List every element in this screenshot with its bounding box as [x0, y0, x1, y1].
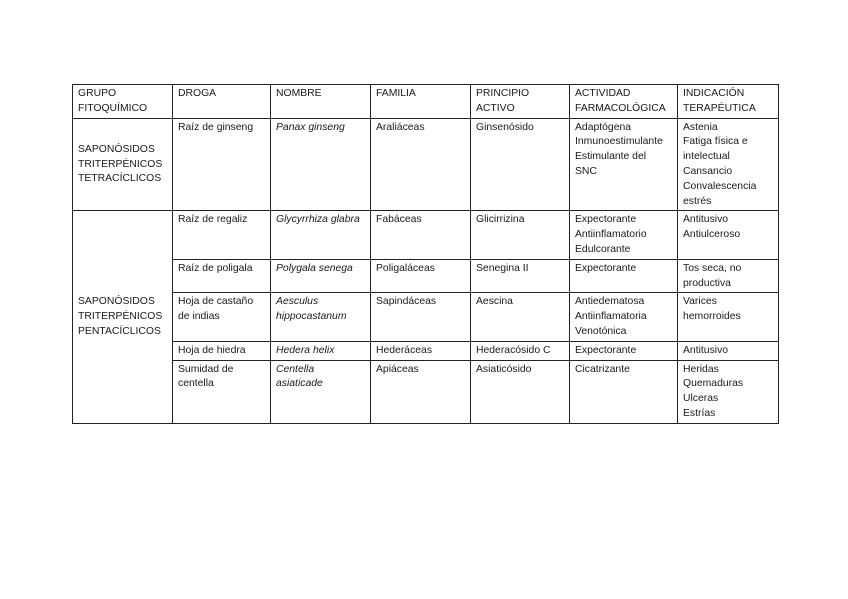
nombre-cell: Polygala senega: [271, 259, 371, 293]
familia-cell: Sapindáceas: [371, 293, 471, 341]
familia-cell: Araliáceas: [371, 118, 471, 211]
table-row: [73, 211, 779, 259]
header-droga: DROGA: [173, 85, 271, 119]
principio-activo-cell: Senegina II: [471, 259, 570, 293]
principio-activo-cell: Asiaticósido: [471, 360, 570, 423]
header-row: [73, 85, 779, 119]
header-grupo-fitoquimico: GRUPO FITOQUÍMICO: [73, 85, 173, 119]
table-row: [73, 118, 779, 211]
nombre-cell: Glycyrrhiza glabra: [271, 211, 371, 259]
familia-cell: Hederáceas: [371, 341, 471, 360]
familia-cell: Fabáceas: [371, 211, 471, 259]
actividad-cell: Antiedematosa Antiinflamatoria Venotónica: [570, 293, 678, 341]
droga-cell: Raíz de ginseng: [173, 118, 271, 211]
table-row: [73, 259, 779, 293]
group-cell-tetraciclicos: SAPONÓSIDOS TRITERPÉNICOS TETRACÍCLICOS: [73, 118, 173, 211]
principio-activo-cell: Hederacósido C: [471, 341, 570, 360]
group-cell-pentaciclicos: SAPONÓSIDOS TRITERPÉNICOS PENTACÍCLICOS: [73, 211, 173, 423]
header-actividad-farmacologica: ACTIVIDAD FARMACOLÓGICA: [570, 85, 678, 119]
principio-activo-cell: Aescina: [471, 293, 570, 341]
indicacion-cell: Antitusivo Antiulceroso: [678, 211, 779, 259]
nombre-cell: Centella asiaticade: [271, 360, 371, 423]
actividad-cell: Expectorante: [570, 341, 678, 360]
droga-cell: Sumidad de centella: [173, 360, 271, 423]
table-row: [73, 360, 779, 423]
header-nombre: NOMBRE: [271, 85, 371, 119]
principio-activo-cell: Glicirrizina: [471, 211, 570, 259]
indicacion-cell: Varices hemorroides: [678, 293, 779, 341]
familia-cell: Apiáceas: [371, 360, 471, 423]
droga-cell: Hoja de hiedra: [173, 341, 271, 360]
table-row: [73, 293, 779, 341]
droga-cell: Raíz de poligala: [173, 259, 271, 293]
indicacion-cell: Tos seca, no productiva: [678, 259, 779, 293]
indicacion-cell: Astenia Fatiga física e intelectual Cansancio Convalescencia estrés: [678, 118, 779, 211]
header-principio-activo: PRINCIPIO ACTIVO: [471, 85, 570, 119]
actividad-cell: Cicatrizante: [570, 360, 678, 423]
droga-cell: Raíz de regaliz: [173, 211, 271, 259]
phytochemical-table: [72, 84, 779, 424]
nombre-cell: Panax ginseng: [271, 118, 371, 211]
header-indicacion-terapeutica: INDICACIÓN TERAPÉUTICA: [678, 85, 779, 119]
actividad-cell: Expectorante: [570, 259, 678, 293]
principio-activo-cell: Ginsenósido: [471, 118, 570, 211]
indicacion-cell: Antitusivo: [678, 341, 779, 360]
header-familia: FAMILIA: [371, 85, 471, 119]
indicacion-cell: Heridas Quemaduras Ulceras Estrías: [678, 360, 779, 423]
nombre-cell: Aesculus hippocastanum: [271, 293, 371, 341]
nombre-cell: Hedera helix: [271, 341, 371, 360]
droga-cell: Hoja de castaño de indias: [173, 293, 271, 341]
actividad-cell: Expectorante Antiinflamatorio Edulcorante: [570, 211, 678, 259]
familia-cell: Poligaláceas: [371, 259, 471, 293]
actividad-cell: Adaptógena Inmunoestimulante Estimulante del SNC: [570, 118, 678, 211]
table-row: [73, 341, 779, 360]
